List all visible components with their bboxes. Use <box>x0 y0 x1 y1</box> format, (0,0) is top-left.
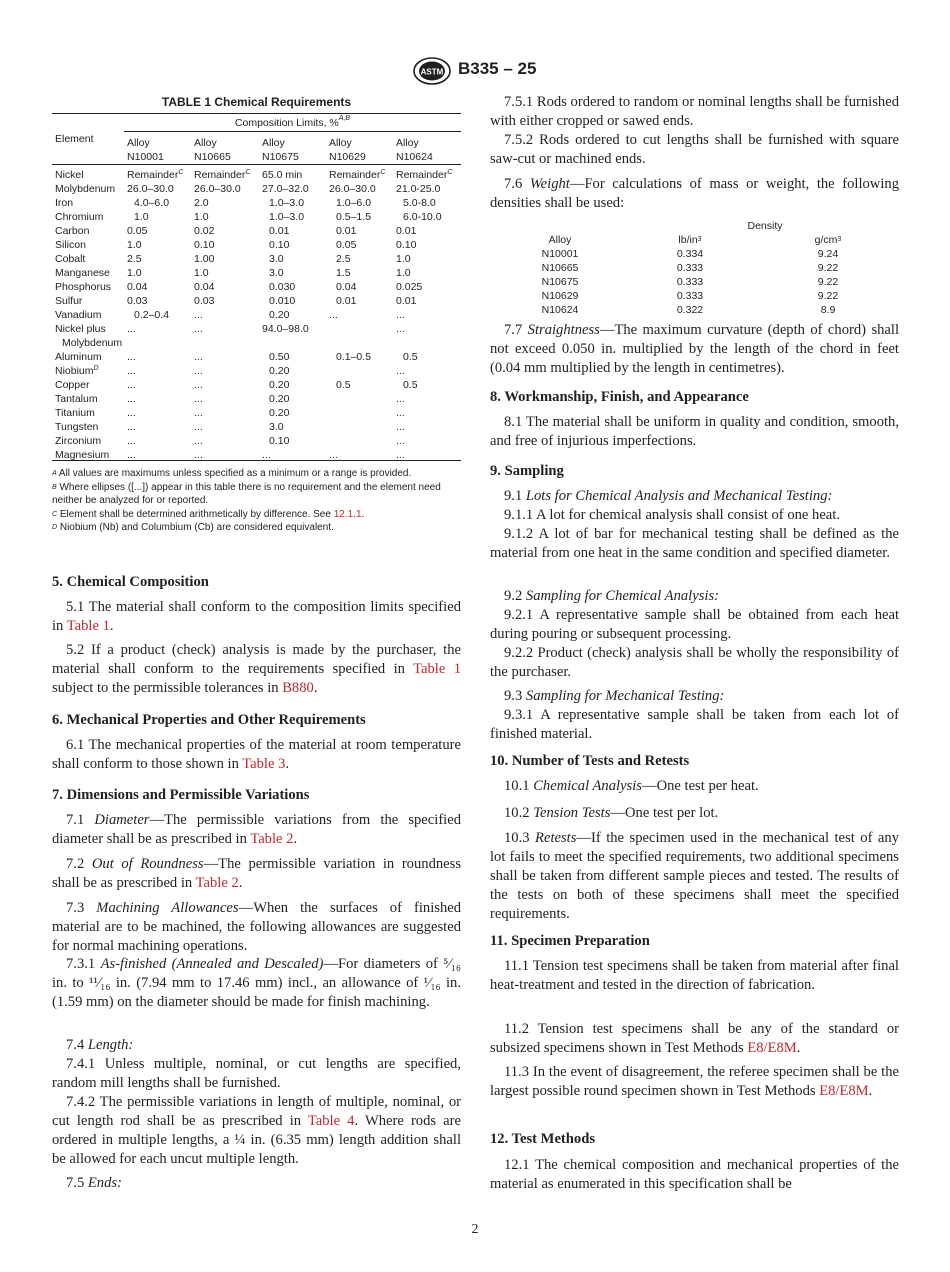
value-cell: ... <box>127 365 136 377</box>
value-cell: ... <box>194 449 203 461</box>
density-cell: 9.24 <box>817 248 839 260</box>
element-cell: Molybdenum <box>55 183 116 195</box>
value-cell: 5.0-8.0 <box>403 197 436 209</box>
value-cell: ... <box>396 393 405 405</box>
value-cell: 0.02 <box>194 225 215 237</box>
density-col-alloy: Alloy <box>548 234 572 246</box>
value-cell: 0.5 <box>403 351 418 363</box>
table-row <box>52 238 461 252</box>
value-cell: 1.0–6.0 <box>336 197 372 209</box>
footnote-d: $^D$ Niobium (Nb) and Columbium (Cb) are considered equivalent. <box>52 522 334 533</box>
para-8-1: 8.1 The material shall be uniform in quality and condition, smooth, and free of injurious imperfections. <box>490 414 899 449</box>
table-row <box>52 252 461 266</box>
para-6-1: 6.1 The mechanical properties of the material at room temperature shall conform to those shown in Table 3. <box>52 737 461 772</box>
b880-link[interactable]: B880 <box>282 680 314 696</box>
document-designation: B335 – 25 <box>458 59 537 78</box>
value-cell: 0.10 <box>396 239 417 251</box>
para-10-1: 10.1 Chemical Analysis—One test per heat. <box>504 778 759 794</box>
value-cell: 0.5 <box>403 379 418 391</box>
footnote-b: $^B$ Where ellipses ([...]) appear in this table there is no requirement and the element need neither be analyzed for or reported. <box>52 481 441 506</box>
value-cell: ... <box>194 421 203 433</box>
table1-link[interactable]: Table 1 <box>413 661 462 677</box>
value-cell: Remainder$^C$ <box>194 169 251 181</box>
value-cell: 0.04 <box>194 281 215 293</box>
para-5-2: 5.2 If a product (check) analysis is made by the purchaser, the material shall conform to the requirements specified in Table 1 subject to the permissible tolerances in B880. <box>52 642 462 696</box>
value-cell: 1.0 <box>194 211 209 223</box>
value-cell: 21.0-25.0 <box>396 183 441 195</box>
table-row <box>52 210 461 224</box>
value-cell: ... <box>127 323 136 335</box>
section-12-heading: 12. Test Methods <box>490 1131 596 1147</box>
value-cell: ... <box>194 351 203 363</box>
element-cell: Cobalt <box>55 253 86 265</box>
density-cell: 0.333 <box>676 290 704 302</box>
table3-link[interactable]: Table 3 <box>242 756 286 772</box>
value-cell: 0.5 <box>336 379 351 391</box>
value-cell: 0.01 <box>396 225 417 237</box>
value-cell: ... <box>329 309 338 321</box>
density-cell: N10001 <box>541 248 579 260</box>
para-12-1: 12.1 The chemical composition and mechanical properties of the material as enumerated in this specification shall be <box>490 1157 899 1192</box>
table-row <box>52 182 461 196</box>
value-cell: 65.0 min <box>262 169 303 181</box>
value-cell: ... <box>329 449 338 461</box>
para-7-2: 7.2 Out of Roundness—The permissible variation in roundness shall be as prescribed in Table 2. <box>52 856 462 891</box>
value-cell: ... <box>127 393 136 405</box>
para-9-1-2: 9.1.2 A lot of bar for mechanical testing shall be defined as the material from one heat in the same condition and specified diameter. <box>490 526 899 561</box>
value-cell: 27.0–32.0 <box>262 183 309 195</box>
value-cell: 1.0 <box>127 267 142 279</box>
para-11-2: 11.2 Tension test specimens shall be any of the standard or subsized specimens shown in Test Methods E8/E8M. <box>490 1021 899 1056</box>
para-5-1: 5.1 The material shall conform to the composition limits specified in Table 1. <box>52 599 461 634</box>
table-row <box>52 336 461 350</box>
value-cell: 0.05 <box>127 225 148 237</box>
value-cell: 0.2–0.4 <box>134 309 170 321</box>
value-cell: 1.0 <box>396 267 411 279</box>
value-cell: ... <box>396 309 405 321</box>
table1-link[interactable]: Table 1 <box>66 618 110 634</box>
footnote-a: $^A$ All values are maximums unless specified as a minimum or a range is provided. <box>52 468 412 479</box>
value-cell: ... <box>194 365 203 377</box>
element-cell: Sulfur <box>55 295 83 307</box>
value-cell: ... <box>194 309 203 321</box>
table-row <box>52 406 461 420</box>
value-cell: 3.0 <box>269 253 284 265</box>
value-cell: Remainder$^C$ <box>396 169 453 181</box>
value-cell: ... <box>396 435 405 447</box>
para-7-3: 7.3 Machining Allowances—When the surfaces of finished material are to be machined, the following allowances are suggested for normal machining operations. <box>52 900 462 954</box>
value-cell: 0.20 <box>269 407 290 419</box>
density-cell: 9.22 <box>817 276 839 288</box>
para-7-6: 7.6 Weight—For calculations of mass or weight, the following densities shall be used: <box>490 176 899 211</box>
element-cell: Magnesium <box>55 449 110 461</box>
element-cell: Phosphorus <box>55 281 112 293</box>
value-cell: ... <box>127 351 136 363</box>
para-9-2: 9.2 Sampling for Chemical Analysis: <box>504 588 719 604</box>
para-10-2: 10.2 Tension Tests—One test per lot. <box>504 805 719 821</box>
density-cell: 0.334 <box>676 248 704 260</box>
astm-logo-icon <box>412 57 452 85</box>
table-row <box>52 392 461 406</box>
density-caption: Density <box>747 220 783 232</box>
value-cell: ... <box>194 407 203 419</box>
value-cell: 0.50 <box>269 351 290 363</box>
value-cell: 4.0–6.0 <box>134 197 170 209</box>
composition-limits-header: Composition Limits, %$^{A,B}$ <box>234 115 351 129</box>
value-cell: 0.01 <box>336 225 357 237</box>
density-cell: 0.322 <box>676 304 704 316</box>
value-cell: 0.20 <box>269 365 290 377</box>
value-cell: 6.0-10.0 <box>403 211 442 223</box>
element-cell: Molybdenum <box>62 337 123 349</box>
element-cell: Silicon <box>55 239 86 251</box>
section-9-heading: 9. Sampling <box>490 463 564 479</box>
table2-link[interactable]: Table 2 <box>195 875 239 891</box>
element-cell: Manganese <box>55 267 110 279</box>
para-11-1: 11.1 Tension test specimens shall be taken from material after final heat-treatment and tested in the direction of fabrication. <box>490 958 899 993</box>
value-cell: 26.0–30.0 <box>194 183 241 195</box>
element-cell: Aluminum <box>55 351 102 363</box>
element-cell: Zirconium <box>55 435 102 447</box>
element-cell: Chromium <box>55 211 104 223</box>
para-7-7: 7.7 Straightness—The maximum curvature (depth of chord) shall not exceed 0.050 in. multiplied by the length of the chord in feet (0.04 mm multiplied by the length in centimetres). <box>490 322 900 376</box>
value-cell: ... <box>396 323 405 335</box>
value-cell: 0.030 <box>269 281 296 293</box>
table-row <box>52 434 461 448</box>
density-cell: N10665 <box>541 262 579 274</box>
para-9-1-1: 9.1.1 A lot for chemical analysis shall consist of one heat. <box>504 507 840 523</box>
table-row <box>52 350 461 364</box>
value-cell: 0.010 <box>269 295 296 307</box>
para-9-2-2: 9.2.2 Product (check) analysis shall be wholly the responsibility of the purchaser. <box>490 645 899 680</box>
value-cell: 26.0–30.0 <box>329 183 376 195</box>
density-cell: N10629 <box>541 290 579 302</box>
table-row <box>52 364 461 378</box>
density-row <box>510 261 890 275</box>
table-row <box>52 224 461 238</box>
footnote-c-link[interactable]: 12.1.1 <box>333 508 362 520</box>
table1-title: TABLE 1 Chemical Requirements <box>161 95 352 109</box>
alloy-column-header: Alloy N10624 <box>396 137 433 163</box>
density-row <box>510 289 890 303</box>
density-row <box>510 247 890 261</box>
value-cell: ... <box>194 393 203 405</box>
density-row <box>510 303 890 317</box>
density-cell: 9.22 <box>817 262 839 274</box>
para-9-1: 9.1 Lots for Chemical Analysis and Mechanical Testing: <box>504 488 833 504</box>
value-cell: 0.5–1.5 <box>336 211 372 223</box>
alloy-column-header: Alloy N10675 <box>262 137 299 163</box>
page-number: 2 <box>471 1222 479 1237</box>
value-cell: 0.10 <box>269 239 290 251</box>
value-cell: ... <box>127 435 136 447</box>
para-9-3-1: 9.3.1 A representative sample shall be taken from each lot of finished material. <box>490 707 899 742</box>
para-7-4-1: 7.4.1 Unless multiple, nominal, or cut lengths are specified, random mill lengths shall be furnished. <box>52 1056 461 1091</box>
para-7-1: 7.1 Diameter—The permissible variations from the specified diameter shall be as prescribed in Table 2. <box>52 812 462 847</box>
value-cell: 0.01 <box>396 295 417 307</box>
density-cell: N10675 <box>541 276 579 288</box>
value-cell: 26.0–30.0 <box>127 183 174 195</box>
value-cell: 0.20 <box>269 393 290 405</box>
value-cell: Remainder$^C$ <box>127 169 184 181</box>
section-7-heading: 7. Dimensions and Permissible Variations <box>52 787 310 803</box>
element-cell: Copper <box>55 379 90 391</box>
value-cell: 0.025 <box>396 281 423 293</box>
table-row <box>52 448 461 462</box>
element-column-header: Element <box>55 133 94 145</box>
chemical-requirements-table <box>52 113 461 463</box>
density-table <box>510 219 890 319</box>
value-cell: 1.0 <box>127 239 142 251</box>
value-cell: 1.0–3.0 <box>269 197 305 209</box>
table-row <box>52 266 461 280</box>
density-cell: N10624 <box>541 304 579 316</box>
density-col-lb: $lb/in^3$ <box>678 234 702 246</box>
value-cell: 0.10 <box>194 239 215 251</box>
value-cell: 3.0 <box>269 421 284 433</box>
value-cell: ... <box>262 449 271 461</box>
value-cell: ... <box>127 421 136 433</box>
para-7-4: 7.4 Length: <box>66 1037 134 1053</box>
density-row <box>510 275 890 289</box>
section-6-heading: 6. Mechanical Properties and Other Requirements <box>52 712 366 728</box>
value-cell: 2.5 <box>336 253 351 265</box>
value-cell: 0.20 <box>269 379 290 391</box>
table-row <box>52 196 461 210</box>
table4-link[interactable]: Table 4 <box>307 1113 355 1129</box>
e8-link[interactable]: E8/E8M <box>819 1083 869 1099</box>
value-cell: 0.10 <box>269 435 290 447</box>
footnote-c: $^C$ Element shall be determined arithmetically by difference. See 12.1.1. <box>52 508 365 520</box>
value-cell: 0.04 <box>336 281 357 293</box>
table1-footnotes <box>52 467 467 535</box>
para-7-3-1: 7.3.1 As-finished (Annealed and Descaled)—For diameters of ⁵⁄₁₆ in. to ¹¹⁄₁₆ in. (7.94 mm to 17.46 mm) incl., an allowance of ¹⁄₁₆ in. (1.59 mm) on the diameter should be made for finish machining. <box>52 956 461 1010</box>
value-cell: ... <box>194 435 203 447</box>
value-cell: 1.0 <box>194 267 209 279</box>
value-cell: 1.0 <box>396 253 411 265</box>
table-row <box>52 294 461 308</box>
value-cell: ... <box>127 407 136 419</box>
value-cell: 0.03 <box>127 295 148 307</box>
element-cell: Tungsten <box>55 421 99 433</box>
density-cell: 9.22 <box>817 290 839 302</box>
element-cell: Titanium <box>55 407 95 419</box>
density-cell: 0.333 <box>676 276 704 288</box>
page-header <box>0 57 950 85</box>
table-row <box>52 420 461 434</box>
element-cell: Vanadium <box>55 309 102 321</box>
para-7-5-2: 7.5.2 Rods ordered to cut lengths shall be furnished with square saw-cut or machined ends. <box>490 132 899 167</box>
table-row <box>52 322 461 336</box>
value-cell: 1.5 <box>336 267 351 279</box>
value-cell: ... <box>396 365 405 377</box>
table-row <box>52 378 461 392</box>
value-cell: 1.00 <box>194 253 215 265</box>
svg-text:ASTM: ASTM <box>420 67 444 77</box>
table-row <box>52 308 461 322</box>
value-cell: 0.01 <box>336 295 357 307</box>
value-cell: 0.01 <box>269 225 290 237</box>
element-cell: Carbon <box>55 225 90 237</box>
value-cell: 94.0–98.0 <box>262 323 309 335</box>
para-7-5-1: 7.5.1 Rods ordered to random or nominal lengths shall be furnished with either cropped or sawed ends. <box>490 94 899 129</box>
section-5-heading: 5. Chemical Composition <box>52 574 209 590</box>
table-row <box>52 168 461 182</box>
value-cell: 1.0 <box>134 211 149 223</box>
density-cell: 8.9 <box>820 304 836 316</box>
value-cell: ... <box>396 449 405 461</box>
para-7-4-2: 7.4.2 The permissible variations in length of multiple, nominal, or cut length rod shall be as prescribed in Table 4. Where rods are ordered in multiple lengths, a ¼ in. (6.35 mm) length addition shall be allowed for each uncut multiple length. <box>52 1094 461 1167</box>
value-cell: 2.0 <box>194 197 209 209</box>
element-cell: Nickel <box>55 169 84 181</box>
section-8-heading: 8. Workmanship, Finish, and Appearance <box>490 389 749 405</box>
para-10-3: 10.3 Retests—If the specimen used in the mechanical test of any lot fails to meet the specified requirements, two additional specimens shall be taken from different sample pieces and tested. The results of the tests on both of these specimens shall meet the specified requirements. <box>490 830 899 922</box>
density-col-g: $g/cm^3$ <box>814 234 842 246</box>
value-cell: ... <box>194 379 203 391</box>
value-cell: 0.04 <box>127 281 148 293</box>
value-cell: 1.0–3.0 <box>269 211 305 223</box>
value-cell: ... <box>194 323 203 335</box>
density-cell: 0.333 <box>676 262 704 274</box>
section-10-heading: 10. Number of Tests and Retests <box>490 753 690 769</box>
para-7-5: 7.5 Ends: <box>66 1175 122 1191</box>
value-cell: 3.0 <box>269 267 284 279</box>
section-11-heading: 11. Specimen Preparation <box>490 933 650 949</box>
value-cell: ... <box>396 407 405 419</box>
value-cell: 0.05 <box>336 239 357 251</box>
element-cell: Tantalum <box>55 393 98 405</box>
e8-link[interactable]: E8/E8M <box>747 1040 797 1056</box>
value-cell: ... <box>127 379 136 391</box>
para-9-2-1: 9.2.1 A representative sample shall be obtained from each heat during pouring or subsequent processing. <box>490 607 899 642</box>
value-cell: ... <box>127 449 136 461</box>
table2-link[interactable]: Table 2 <box>250 831 294 847</box>
value-cell: ... <box>396 421 405 433</box>
para-11-3: 11.3 In the event of disagreement, the referee specimen shall be the largest possible round specimen shown in Test Methods E8/E8M. <box>490 1064 899 1099</box>
element-cell: Niobium$^D$ <box>55 365 99 377</box>
value-cell: Remainder$^C$ <box>329 169 386 181</box>
alloy-column-header: Alloy N10001 <box>127 137 164 163</box>
value-cell: 0.20 <box>269 309 290 321</box>
para-9-3: 9.3 Sampling for Mechanical Testing: <box>504 688 725 704</box>
alloy-column-header: Alloy N10629 <box>329 137 366 163</box>
alloy-column-header: Alloy N10665 <box>194 137 231 163</box>
value-cell: 0.1–0.5 <box>336 351 372 363</box>
value-cell: 0.03 <box>194 295 215 307</box>
element-cell: Iron <box>55 197 74 209</box>
value-cell: 2.5 <box>127 253 142 265</box>
element-cell: Nickel plus <box>55 323 106 335</box>
table-row <box>52 280 461 294</box>
